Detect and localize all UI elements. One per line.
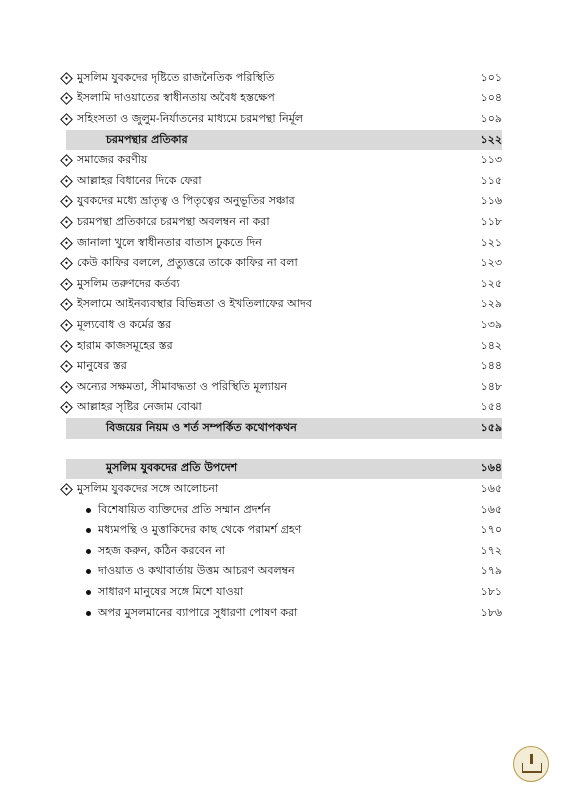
- toc-entry[interactable]: [62, 479, 502, 500]
- toc-entry[interactable]: [62, 356, 502, 377]
- toc-entry[interactable]: [62, 253, 502, 274]
- diamond-bullet-icon: [60, 278, 73, 291]
- toc-entry-title: চরমপন্থা প্রতিকারে চরমপন্থা অবলম্বন না করা: [77, 214, 270, 228]
- toc-entry-page: ১১৬: [480, 194, 502, 208]
- toc-entry[interactable]: [62, 89, 502, 110]
- toc-entry-title: হারাম কাজসমূহের স্তর: [77, 338, 173, 352]
- toc-subentry-page: ১৬৫: [480, 502, 502, 516]
- toc-entry[interactable]: [62, 377, 502, 398]
- toc-entry-page: ১২৩: [480, 256, 502, 270]
- toc-entry-title: কেউ কাফির বললে, প্রত্যুত্তরে তাকে কাফির না বলা: [77, 256, 298, 270]
- toc-entry-page: ১১৩: [480, 153, 502, 167]
- toc-entry[interactable]: [62, 192, 502, 213]
- toc-entry-title: সহিংসতা ও জুলুম-নির্যাতনের মাধ্যমে চরমপন্থা নির্মূল: [77, 111, 304, 125]
- bullet-dot-icon: [86, 549, 91, 554]
- diamond-bullet-icon: [60, 72, 73, 85]
- toc-entry[interactable]: [62, 212, 502, 233]
- toc-entry-page: ১১৫: [480, 173, 502, 187]
- open-book-icon: [522, 763, 542, 773]
- toc-entry-title: যুবকদের মধ্যে ভ্রাতৃত্ব ও পিতৃত্বের অনুভূতির সঞ্চার: [77, 194, 295, 208]
- toc-subentry-page: ১৭০: [480, 523, 502, 537]
- toc-entry-page: ১৬৫: [480, 482, 502, 496]
- toc-subentry-title: অপর মুসলমানের ব্যাপারে সুধারণা পোষণ করা: [98, 605, 298, 619]
- toc-entry-page: ১০৪: [480, 91, 502, 105]
- toc-entry[interactable]: [62, 68, 502, 89]
- toc-entry-title: ইসলামি দাওয়াতের স্বাধীনতায় অবৈধ হস্তক্ষেপ: [77, 91, 275, 105]
- diamond-bullet-icon: [60, 401, 73, 414]
- toc-entry-title: অন্যের সক্ষমতা, সীমাবদ্ধতা ও পরিস্থিতি মূল্যায়ন: [77, 379, 288, 393]
- diamond-bullet-icon: [60, 216, 73, 229]
- toc-subentry-title: মধ্যমপন্থি ও মুত্তাকিদের কাছ থেকে পরামর্শ গ্রহণ: [98, 523, 302, 537]
- toc-subentry-page: ১৭২: [480, 543, 502, 557]
- toc-subentry[interactable]: [62, 562, 502, 583]
- toc-entry-title: জানালা খুলে স্বাধীনতার বাতাস ঢুকতে দিন: [77, 235, 262, 249]
- toc-section-title: মুসলিম যুবকদের প্রতি উপদেশ: [106, 461, 238, 475]
- diamond-bullet-icon: [60, 257, 73, 270]
- toc-subentry[interactable]: [62, 603, 502, 624]
- toc-subentry-title: দাওয়াত ও কথাবার্তায় উত্তম আচরণ অবলম্বন: [98, 564, 295, 578]
- toc-entry[interactable]: [62, 171, 502, 192]
- toc-section-title: চরমপন্থার প্রতিকার: [106, 132, 188, 146]
- toc-entry-title: মুসলিম যুবকদের দৃষ্টিতে রাজনৈতিক পরিস্থিতি: [77, 70, 275, 84]
- toc-entry[interactable]: [62, 315, 502, 336]
- bullet-dot-icon: [86, 611, 91, 616]
- toc-entry-title: মানুষের স্তর: [77, 359, 127, 373]
- toc-section-page: ১৫৯: [480, 420, 502, 434]
- toc-entry-page: ১১৮: [480, 214, 502, 228]
- toc-section-title: বিজয়ের নিয়ম ও শর্ত সম্পর্কিত কথোপকথন: [106, 420, 297, 434]
- toc-entry-title: আল্লাহর বিধানের দিকে ফেরা: [77, 173, 202, 187]
- toc-entry[interactable]: [62, 274, 502, 295]
- toc-section-header[interactable]: [66, 130, 502, 151]
- toc-subentry[interactable]: [62, 582, 502, 603]
- toc-entry-title: আল্লাহর সৃষ্টির নেজাম বোঝা: [77, 400, 202, 414]
- diamond-bullet-icon: [60, 154, 73, 167]
- toc-subentry-title: সাধারণ মানুষের সঙ্গে মিশে যাওয়া: [98, 585, 244, 599]
- toc-entry[interactable]: [62, 398, 502, 419]
- diamond-bullet-icon: [60, 195, 73, 208]
- toc-entry-page: ১২৯: [480, 297, 502, 311]
- toc-entry-page: ১০৯: [480, 111, 502, 125]
- toc-entry-page: ১৪৮: [480, 379, 502, 393]
- diamond-bullet-icon: [60, 381, 73, 394]
- diamond-bullet-icon: [60, 483, 73, 496]
- toc-subentry[interactable]: [62, 541, 502, 562]
- toc-entry-page: ১৫৪: [480, 400, 502, 414]
- toc-section-page: ১২২: [480, 132, 502, 146]
- bullet-dot-icon: [86, 508, 91, 513]
- toc-section-page: ১৬৪: [480, 461, 502, 475]
- toc-entry-title: ইসলামে আইনব্যবস্থার বিভিন্নতা ও ইখতিলাফের আদব: [77, 297, 312, 311]
- toc-section-header[interactable]: [66, 418, 502, 439]
- toc-entry-page: ১৪২: [480, 338, 502, 352]
- toc-entry-page: ১৩৯: [480, 317, 502, 331]
- toc-entry[interactable]: [62, 109, 502, 130]
- toc-section-header[interactable]: [66, 459, 502, 480]
- diamond-bullet-icon: [60, 319, 73, 332]
- toc-subentry[interactable]: [62, 500, 502, 521]
- toc-subentry[interactable]: [62, 520, 502, 541]
- toc-subentry-title: সহজ করুন, কঠিন করবেন না: [98, 543, 225, 557]
- toc-entry[interactable]: [62, 233, 502, 254]
- diamond-bullet-icon: [60, 175, 73, 188]
- diamond-bullet-icon: [60, 298, 73, 311]
- toc-entry-page: ১৪৪: [480, 359, 502, 373]
- toc-entry[interactable]: [62, 336, 502, 357]
- publisher-logo: [513, 746, 549, 782]
- toc-subentry-page: ১৮৬: [480, 605, 502, 619]
- bullet-dot-icon: [86, 590, 91, 595]
- toc-entry-title: সমাজের করণীয়: [77, 153, 148, 167]
- diamond-bullet-icon: [60, 360, 73, 373]
- toc-entry-title: মূল্যবোধ ও কর্মের স্তর: [77, 317, 172, 331]
- bullet-dot-icon: [86, 569, 91, 574]
- toc-entry-page: ১২৫: [480, 276, 502, 290]
- diamond-bullet-icon: [60, 237, 73, 250]
- toc-entry-title: মুসলিম যুবকদের সঙ্গে আলোচনা: [77, 482, 219, 496]
- section-spacer: [62, 439, 502, 459]
- toc-subentry-page: ১৭৯: [480, 564, 502, 578]
- toc-entry-page: ১০১: [480, 70, 502, 84]
- toc-entry-title: মুসলিম তরুণদের কর্তব্য: [77, 276, 180, 290]
- diamond-bullet-icon: [60, 93, 73, 106]
- toc-subentry-page: ১৮১: [480, 585, 502, 599]
- table-of-contents: [62, 68, 502, 623]
- toc-subentry-title: বিশেষায়িত ব্যক্তিদের প্রতি সম্মান প্রদর্শন: [98, 502, 271, 516]
- toc-entry-page: ১২১: [480, 235, 502, 249]
- toc-entry[interactable]: [62, 295, 502, 316]
- diamond-bullet-icon: [60, 340, 73, 353]
- bullet-dot-icon: [86, 528, 91, 533]
- toc-entry[interactable]: [62, 150, 502, 171]
- diamond-bullet-icon: [60, 113, 73, 126]
